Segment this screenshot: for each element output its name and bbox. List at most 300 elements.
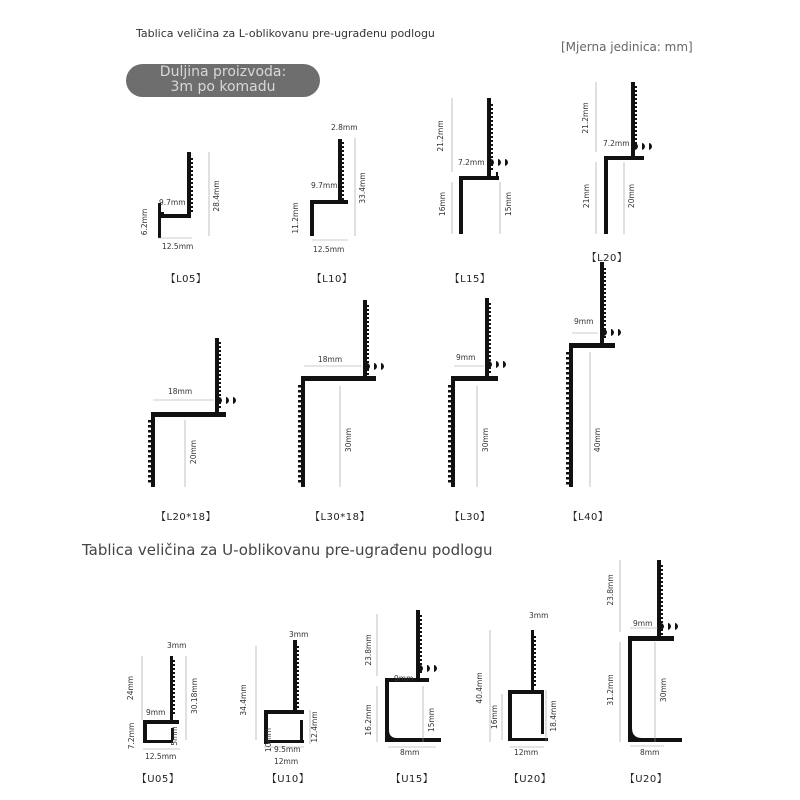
profile-part <box>541 694 544 734</box>
profile-tooth <box>342 166 344 168</box>
profile-hook <box>675 623 678 630</box>
profile-part <box>416 610 420 680</box>
profile-tooth <box>604 296 606 298</box>
profile-tooth <box>298 410 301 413</box>
profile-tooth <box>420 615 422 617</box>
profile-label-u05: 【U05】 <box>136 774 180 785</box>
profile-tooth <box>635 114 637 116</box>
profile-tooth <box>489 303 491 305</box>
profile-tooth <box>534 684 536 686</box>
profile-label-l05: 【L05】 <box>165 274 207 285</box>
profile-tooth <box>297 682 299 684</box>
profile-tooth <box>566 442 569 445</box>
profile-tooth <box>604 300 606 302</box>
profile-tooth <box>635 138 637 140</box>
profile-tooth <box>173 672 175 674</box>
profile-tooth <box>148 465 151 468</box>
profile-tooth <box>566 407 569 410</box>
profile-tooth <box>534 660 536 662</box>
profile-tooth <box>297 646 299 648</box>
profile-tooth <box>219 374 221 376</box>
profile-part <box>569 343 615 348</box>
profile-tooth <box>173 680 175 682</box>
dimension-label: 20mm <box>627 183 636 209</box>
profile-tooth <box>448 455 451 458</box>
profile-tooth <box>420 655 422 657</box>
profile-tooth <box>219 366 221 368</box>
profile-tooth <box>173 712 175 714</box>
profile-part <box>600 262 604 346</box>
profile-tooth <box>298 400 301 403</box>
profile-tooth <box>448 410 451 413</box>
profile-tooth <box>191 178 193 180</box>
profile-hook <box>604 329 607 336</box>
profile-tooth <box>635 130 637 132</box>
profile-tooth <box>298 415 301 418</box>
profile-tooth <box>566 472 569 475</box>
profile-label-l30x18: 【L30*18】 <box>309 512 371 523</box>
dimension-label: 7.2mm <box>603 139 630 148</box>
profile-tooth <box>566 382 569 385</box>
dimension-label: 8mm <box>400 748 420 757</box>
profile-tooth <box>191 186 193 188</box>
profile-tooth <box>297 678 299 680</box>
profile-hook <box>367 363 370 370</box>
dimension-label: 7.2mm <box>127 722 136 750</box>
profile-tooth <box>148 420 151 423</box>
profile-tooth <box>342 198 344 200</box>
profile-tooth <box>448 385 451 388</box>
profile-tooth <box>661 593 663 595</box>
dimension-label: 40.4mm <box>475 672 484 704</box>
profile-tooth <box>448 390 451 393</box>
dimension-label: 16.2mm <box>364 704 373 736</box>
profile-tooth <box>342 154 344 156</box>
profile-tooth <box>219 394 221 396</box>
profile-tooth <box>604 268 606 270</box>
profile-tooth <box>661 577 663 579</box>
profile-tooth <box>298 385 301 388</box>
profile-tooth <box>367 333 369 335</box>
dimension-label: 10mm <box>264 727 273 753</box>
profile-tooth <box>173 660 175 662</box>
profile-part <box>158 203 161 238</box>
profile-tooth <box>298 480 301 483</box>
profile-tooth <box>566 367 569 370</box>
profile-tooth <box>566 447 569 450</box>
profile-part <box>312 200 348 204</box>
dimension-label: 9.5mm <box>274 745 301 754</box>
dimension-label: 15mm <box>504 191 513 217</box>
profile-hook <box>427 665 430 672</box>
profile-tooth <box>191 166 193 168</box>
profile-tooth <box>367 317 369 319</box>
profile-part <box>459 176 463 234</box>
profile-part <box>310 200 314 236</box>
profile-part <box>300 720 303 742</box>
profile-tooth <box>173 692 175 694</box>
profile-fillet <box>632 728 642 738</box>
profile-tooth <box>491 112 493 114</box>
profile-tooth <box>566 432 569 435</box>
profile-tooth <box>491 152 493 154</box>
profile-tooth <box>342 174 344 176</box>
profile-part <box>508 738 548 741</box>
profile-tooth <box>566 422 569 425</box>
dimension-label: 16mm <box>438 191 447 217</box>
dimension-label: 9mm <box>456 353 476 362</box>
profile-tooth <box>491 104 493 106</box>
profile-tooth <box>661 569 663 571</box>
profile-tooth <box>604 280 606 282</box>
profile-tooth <box>297 686 299 688</box>
profile-tooth <box>191 206 193 208</box>
profile-tooth <box>635 118 637 120</box>
profile-tooth <box>489 315 491 317</box>
dimension-label: 7.2mm <box>458 158 485 167</box>
profile-label-u15: 【U15】 <box>390 774 434 785</box>
profile-part <box>363 300 367 380</box>
profile-part <box>628 636 674 641</box>
profile-tooth <box>219 382 221 384</box>
profile-tooth <box>298 455 301 458</box>
profile-tooth <box>173 704 175 706</box>
profile-tooth <box>489 331 491 333</box>
dimension-label: 23.8mm <box>606 574 615 606</box>
profile-tooth <box>491 116 493 118</box>
profile-tooth <box>420 627 422 629</box>
profile-tooth <box>491 148 493 150</box>
profile-tooth <box>297 706 299 708</box>
profile-tooth <box>635 98 637 100</box>
profile-tooth <box>534 668 536 670</box>
profile-tooth <box>191 162 193 164</box>
profile-tooth <box>448 405 451 408</box>
profile-tooth <box>661 601 663 603</box>
profile-tooth <box>420 631 422 633</box>
profile-tooth <box>191 174 193 176</box>
profile-tooth <box>448 475 451 478</box>
profile-tooth <box>297 698 299 700</box>
profile-tooth <box>448 395 451 398</box>
profile-part <box>485 298 489 378</box>
profile-tooth <box>191 170 193 172</box>
profile-part <box>301 376 305 487</box>
profile-tooth <box>367 329 369 331</box>
profile-tooth <box>298 440 301 443</box>
profile-hook <box>489 361 492 368</box>
profile-tooth <box>489 371 491 373</box>
profile-tooth <box>173 696 175 698</box>
profile-tooth <box>566 457 569 460</box>
profile-tooth <box>661 633 663 635</box>
profile-hook <box>503 361 506 368</box>
dimension-label: 12.5mm <box>145 752 177 761</box>
profile-hook <box>498 159 501 166</box>
dimension-label: 12.5mm <box>162 242 194 251</box>
profile-tooth <box>604 272 606 274</box>
profile-tooth <box>342 194 344 196</box>
profile-tooth <box>489 347 491 349</box>
profile-tooth <box>448 470 451 473</box>
profile-tooth <box>661 589 663 591</box>
profile-part <box>531 630 534 692</box>
profile-tooth <box>491 136 493 138</box>
profile-tooth <box>566 372 569 375</box>
profile-tooth <box>491 144 493 146</box>
profile-tooth <box>298 450 301 453</box>
profile-tooth <box>604 288 606 290</box>
profile-tooth <box>534 676 536 678</box>
profile-tooth <box>448 460 451 463</box>
profile-tooth <box>491 128 493 130</box>
profile-tooth <box>635 86 637 88</box>
profile-tooth <box>219 390 221 392</box>
profile-tooth <box>367 373 369 375</box>
profile-part <box>628 636 632 740</box>
profile-tooth <box>448 415 451 418</box>
profile-tooth <box>191 198 193 200</box>
length-line-2: 3m po komadu <box>170 79 276 95</box>
profile-hook <box>505 159 508 166</box>
profile-tooth <box>448 445 451 448</box>
profile-tooth <box>566 482 569 485</box>
profile-tooth <box>491 132 493 134</box>
profile-label-l40: 【L40】 <box>567 512 609 523</box>
dimension-label: 9mm <box>633 619 653 628</box>
profile-tooth <box>489 355 491 357</box>
profile-tooth <box>298 445 301 448</box>
dimension-label: 9.7mm <box>159 198 186 207</box>
profile-tooth <box>420 647 422 649</box>
dimension-label: 33.4mm <box>358 172 367 204</box>
profile-tooth <box>148 435 151 438</box>
profile-tooth <box>298 465 301 468</box>
profile-tooth <box>342 178 344 180</box>
profile-tooth <box>342 182 344 184</box>
profile-tooth <box>566 352 569 355</box>
profile-part <box>170 656 173 724</box>
profile-tooth <box>420 663 422 665</box>
dimension-label: 2.8mm <box>331 123 358 132</box>
profile-tooth <box>566 462 569 465</box>
profile-tooth <box>219 354 221 356</box>
profile-tooth <box>604 336 606 338</box>
profile-part <box>151 412 226 417</box>
profile-tooth <box>420 643 422 645</box>
profile-tooth <box>566 412 569 415</box>
dimension-label: 24mm <box>126 675 135 701</box>
dimension-label: 18mm <box>318 355 343 364</box>
dimension-label: 30mm <box>344 427 353 453</box>
profile-hook <box>434 665 437 672</box>
profile-label-l20x18: 【L20*18】 <box>155 512 217 523</box>
profile-part <box>161 212 164 216</box>
profile-tooth <box>420 639 422 641</box>
profile-tooth <box>298 470 301 473</box>
profile-tooth <box>173 688 175 690</box>
profile-tooth <box>661 573 663 575</box>
profile-tooth <box>219 386 221 388</box>
profile-label-l20: 【L20】 <box>586 253 628 264</box>
profile-tooth <box>448 400 451 403</box>
profile-hook <box>635 143 638 150</box>
profile-label-u10: 【U10】 <box>266 774 310 785</box>
profile-tooth <box>420 651 422 653</box>
dimension-label: 3mm <box>529 611 549 620</box>
dimension-label: 12mm <box>514 748 539 757</box>
profile-tooth <box>635 110 637 112</box>
profile-tooth <box>297 654 299 656</box>
profile-tooth <box>604 304 606 306</box>
profile-tooth <box>173 676 175 678</box>
profile-tooth <box>191 190 193 192</box>
profile-tooth <box>191 202 193 204</box>
profile-label-u20a: 【U20】 <box>508 774 552 785</box>
profile-tooth <box>367 321 369 323</box>
dimension-label: 8mm <box>640 748 660 757</box>
u-table-title: Tablica veličina za U-oblikovanu pre-ugrađenu podlogu <box>82 541 493 559</box>
profile-tooth <box>448 465 451 468</box>
profile-tooth <box>148 455 151 458</box>
profile-part <box>604 156 608 234</box>
dimension-label: 34.4mm <box>239 684 248 716</box>
profile-tooth <box>534 672 536 674</box>
profile-tooth <box>148 460 151 463</box>
profile-tooth <box>219 406 221 408</box>
profile-tooth <box>191 158 193 160</box>
profile-tooth <box>298 425 301 428</box>
profile-tooth <box>342 158 344 160</box>
profile-tooth <box>448 450 451 453</box>
length-line-1: Duljina proizvoda: <box>159 64 287 80</box>
profile-tooth <box>566 402 569 405</box>
profile-tooth <box>297 674 299 676</box>
profile-tooth <box>298 430 301 433</box>
dimension-label: 15mm <box>427 707 436 733</box>
profile-hook <box>226 397 229 404</box>
profile-tooth <box>661 613 663 615</box>
unit-note: [Mjerna jedinica: mm] <box>561 40 693 54</box>
profile-tooth <box>342 190 344 192</box>
profile-tooth <box>635 90 637 92</box>
dimension-label: 30mm <box>659 677 668 703</box>
profile-tooth <box>566 417 569 420</box>
profile-tooth <box>448 425 451 428</box>
profile-tooth <box>604 316 606 318</box>
profile-tooth <box>489 311 491 313</box>
profile-tooth <box>566 377 569 380</box>
profile-tooth <box>661 617 663 619</box>
profile-tooth <box>342 150 344 152</box>
profile-tooth <box>219 362 221 364</box>
profile-hook <box>649 143 652 150</box>
profile-tooth <box>635 106 637 108</box>
profile-part <box>143 720 179 724</box>
dimension-label: 18mm <box>168 387 193 396</box>
profile-tooth <box>219 342 221 344</box>
profile-tooth <box>566 437 569 440</box>
profile-tooth <box>491 108 493 110</box>
dimension-label: 11.2mm <box>291 202 300 234</box>
profile-tooth <box>298 390 301 393</box>
dimension-label: 23.8mm <box>364 634 373 666</box>
profile-tooth <box>661 581 663 583</box>
profile-tooth <box>342 170 344 172</box>
profile-tooth <box>661 585 663 587</box>
profile-hook <box>420 665 423 672</box>
dimension-label: 40mm <box>593 427 602 453</box>
dimension-label: 12mm <box>274 757 299 766</box>
profile-part <box>338 139 342 204</box>
profile-tooth <box>219 370 221 372</box>
profile-tooth <box>566 357 569 360</box>
profile-tooth <box>635 122 637 124</box>
profile-tooth <box>604 276 606 278</box>
profile-tooth <box>148 480 151 483</box>
profile-tooth <box>420 619 422 621</box>
profile-tooth <box>298 405 301 408</box>
profile-hook <box>233 397 236 404</box>
profile-tooth <box>635 94 637 96</box>
profile-fillet <box>389 730 397 738</box>
profile-hook <box>491 159 494 166</box>
dimension-label: 12.5mm <box>313 245 345 254</box>
dimension-label: 30.18mm <box>190 677 199 715</box>
profile-tooth <box>219 358 221 360</box>
profile-tooth <box>534 644 536 646</box>
profile-tooth <box>297 662 299 664</box>
profile-tooth <box>191 194 193 196</box>
profile-label-u20b: 【U20】 <box>624 774 668 785</box>
profile-tooth <box>148 475 151 478</box>
profile-part <box>451 376 455 487</box>
profile-tooth <box>342 146 344 148</box>
profile-tooth <box>661 597 663 599</box>
profile-tooth <box>148 450 151 453</box>
dimension-label: 3mm <box>289 630 309 639</box>
profile-tooth <box>219 346 221 348</box>
profile-tooth <box>566 477 569 480</box>
profile-tooth <box>489 319 491 321</box>
profile-tooth <box>148 445 151 448</box>
profile-tooth <box>173 664 175 666</box>
profile-tooth <box>566 397 569 400</box>
profile-tooth <box>534 640 536 642</box>
profile-part <box>508 690 544 694</box>
dimension-label: 3mm <box>167 641 187 650</box>
profile-tooth <box>489 339 491 341</box>
profile-tooth <box>148 470 151 473</box>
profile-tooth <box>491 140 493 142</box>
profile-tooth <box>298 460 301 463</box>
profile-tooth <box>191 182 193 184</box>
profile-tooth <box>635 102 637 104</box>
profile-tooth <box>534 664 536 666</box>
profile-tooth <box>635 126 637 128</box>
profile-tooth <box>534 656 536 658</box>
profile-tooth <box>298 435 301 438</box>
profile-tooth <box>489 327 491 329</box>
profile-tooth <box>491 120 493 122</box>
profile-tooth <box>173 700 175 702</box>
profile-tooth <box>566 362 569 365</box>
profile-part <box>569 343 573 487</box>
dimension-label: 20mm <box>189 439 198 465</box>
profile-tooth <box>298 420 301 423</box>
profile-tooth <box>566 387 569 390</box>
profile-part <box>604 156 644 160</box>
